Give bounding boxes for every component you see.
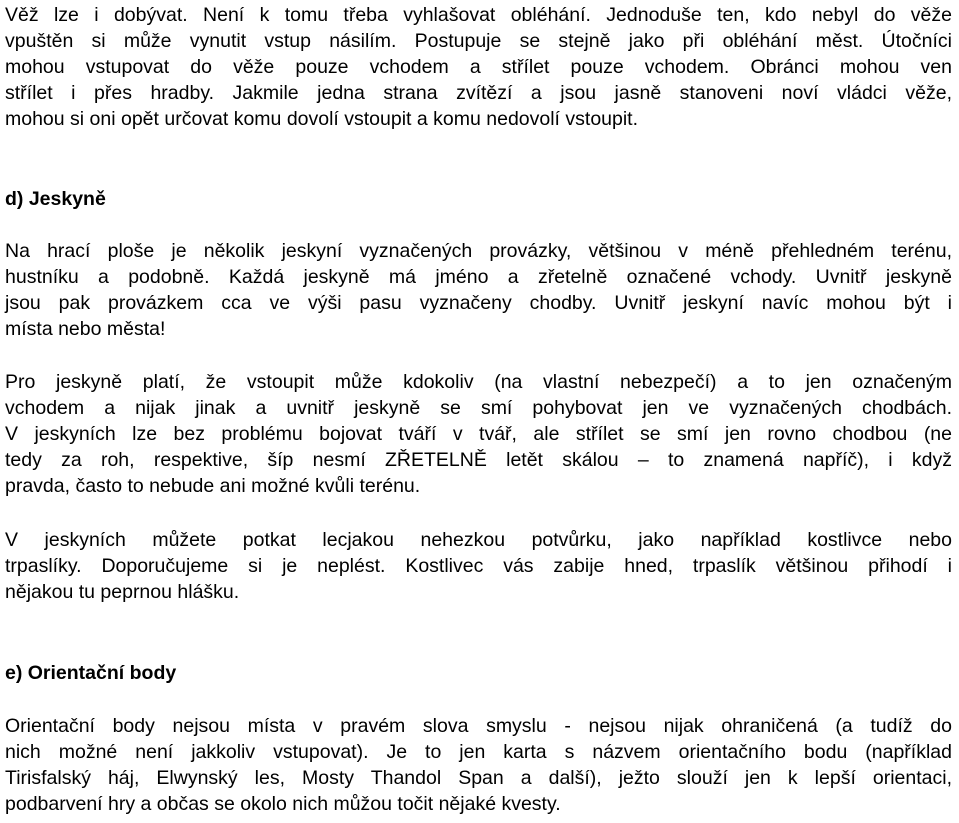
text-line: V jeskyních lze bez problému bojovat tváří v tvář, ale střílet se smí jen rovno chodbou (ne	[5, 423, 952, 445]
text-line: V jeskyních můžete potkat lecjakou nehezkou potvůrku, jako například kostlivce nebo	[5, 529, 952, 551]
caves-paragraph-3	[5, 527, 952, 605]
caves-paragraph-1	[5, 238, 952, 342]
text-line: jsou pak provázkem cca ve výši pasu vyznačeny chodby. Uvnitř jeskyní navíc mohou být i	[5, 292, 952, 314]
text-line: Tirisfalský háj, Elwynský les, Mosty Thandol Span a další), ježto slouží jen k lepší orientaci,	[5, 767, 952, 789]
text-line: střílet i přes hradby. Jakmile jedna strana zvítězí a jsou jasně stanoveni noví vládci věže,	[5, 82, 952, 104]
text-line: tedy za roh, respektive, šíp nesmí ZŘETELNĚ letět skálou – to znamená napříč), i když	[5, 449, 952, 471]
section-heading-caves: d) Jeskyně	[5, 188, 106, 210]
caves-paragraph-2	[5, 369, 952, 499]
text-line: Pro jeskyně platí, že vstoupit může kdokoliv (na vlastní nebezpečí) a to jen označeným	[5, 371, 952, 393]
text-line: vchodem a nijak jinak a uvnitř jeskyně se smí pohybovat jen ve vyznačených chodbách.	[5, 397, 952, 419]
text-line: nich možné není jakkoliv vstupovat). Je to jen karta s názvem orientačního bodu (například	[5, 741, 952, 763]
tower-paragraph	[5, 2, 952, 132]
text-line: mohou si oni opět určovat komu dovolí vstoupit a komu nedovolí vstoupit.	[5, 108, 639, 130]
text-line: trpaslíky. Doporučujeme si je neplést. Kostlivec vás zabije hned, trpaslík většinou přihodí i	[5, 555, 952, 577]
text-line: Věž lze i dobývat. Není k tomu třeba vyhlašovat obléhání. Jednoduše ten, kdo nebyl do věže	[5, 4, 952, 26]
text-line: Na hrací ploše je několik jeskyní vyznačených provázky, většinou v méně přehledném terénu,	[5, 240, 952, 262]
text-line: nějakou tu peprnou hlášku.	[5, 581, 240, 603]
landmarks-paragraph	[5, 713, 952, 817]
text-line: místa nebo města!	[5, 318, 166, 340]
text-line: pravda, často to nebude ani možné kvůli terénu.	[5, 475, 421, 497]
text-line: mohou vstupovat do věže pouze vchodem a střílet pouze vchodem. Obránci mohou ven	[5, 56, 952, 78]
text-line: hustníku a podobně. Každá jeskyně má jméno a zřetelně označené vchody. Uvnitř jeskyně	[5, 266, 952, 288]
text-line: vpuštěn si může vynutit vstup násilím. Postupuje se stejně jako při obléhání měst. Útočníci	[5, 30, 952, 52]
section-heading-landmarks: e) Orientační body	[5, 662, 177, 684]
text-line: podbarvení hry a občas se okolo nich můžou točit nějaké kvesty.	[5, 793, 561, 815]
text-line: Orientační body nejsou místa v pravém slova smyslu - nejsou nijak ohraničená (a tudíž do	[5, 715, 952, 737]
